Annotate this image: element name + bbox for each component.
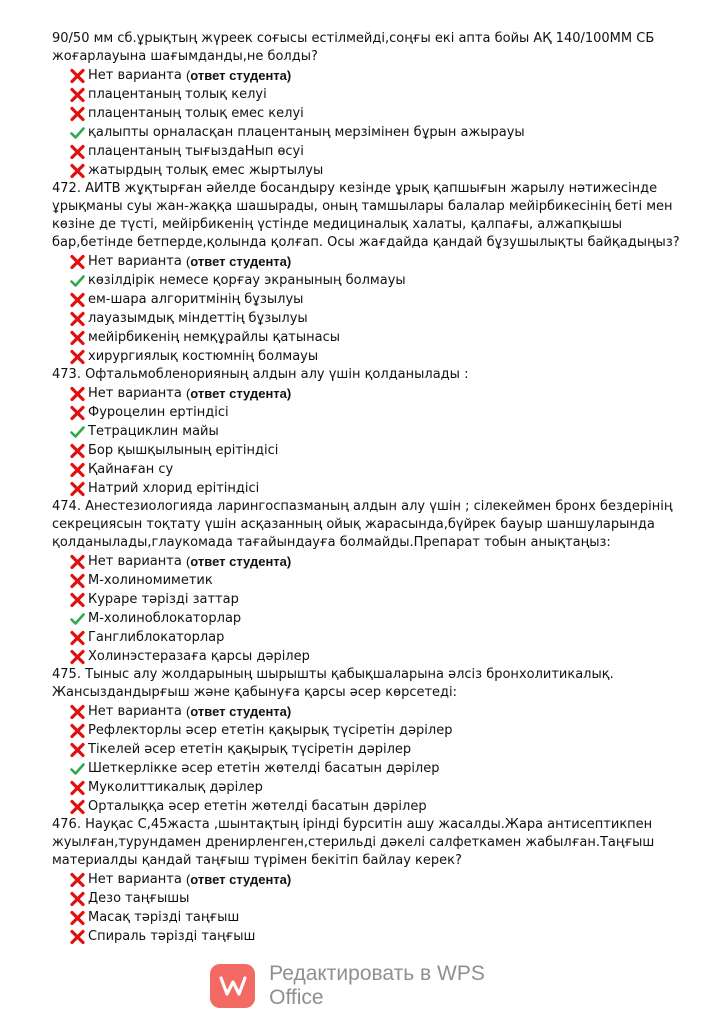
cross-icon xyxy=(69,254,86,270)
answer-label: жатырдың толық емес жыртылуы xyxy=(88,163,324,178)
answer-option xyxy=(69,721,692,740)
check-icon xyxy=(69,125,86,141)
answer-label: Ганглиблокаторлар xyxy=(88,630,225,645)
note-close-paren: ) xyxy=(286,704,292,719)
question-text: 476. Науқас С,45жаста ,шынтақтың ірінді бурситін ашу жасалды.Жара антисептикпен жуылған,турундамен дренирленген,стерильді дәкелі салфеткамен жабылған.Таңғыш материалды қандай таңғыш түрімен бекітіп байлау керек? xyxy=(52,817,655,868)
answer-label: Нет варианта xyxy=(88,68,186,83)
answer-label: Қайнаған су xyxy=(88,462,174,477)
answer-option xyxy=(69,252,692,271)
answer-option xyxy=(69,889,692,908)
answer-label: плацентаның толық емес келуі xyxy=(88,106,304,121)
check-icon xyxy=(69,424,86,440)
answer-label: Нет варианта xyxy=(88,554,186,569)
cross-icon xyxy=(69,311,86,327)
student-answer-note: ответ студента xyxy=(190,554,287,569)
answer-option xyxy=(69,778,692,797)
wps-logo-icon xyxy=(210,964,255,1008)
cross-icon xyxy=(69,349,86,365)
note-open-paren: ( xyxy=(185,386,191,401)
cross-icon xyxy=(69,723,86,739)
answer-label: Спираль тәрізді таңғыш xyxy=(88,929,256,944)
answer-option xyxy=(69,479,692,498)
cross-icon xyxy=(69,742,86,758)
question-text: 475. Тыныс алу жолдарының шырышты қабықшаларына әлсіз бронхолитикалық. Жансыздандырғыш және қабынуға қарсы әсер көрсетеді: xyxy=(52,667,614,700)
answer-label: қалыпты орналасқан плацентаның мерзімінен бұрын ажырауы xyxy=(88,125,525,140)
question-text: 90/50 мм сб.ұрықтың жүреек соғысы естілмейді,соңғы екі апта бойы АҚ 140/100ММ СБ жоғарлауына шағымданды,не болды? xyxy=(52,31,655,64)
answer-label: лауазымдық міндеттің бұзылуы xyxy=(88,311,308,326)
cross-icon xyxy=(69,592,86,608)
cross-icon xyxy=(69,106,86,122)
answer-option xyxy=(69,927,692,946)
check-icon xyxy=(69,273,86,289)
answer-option xyxy=(69,759,692,778)
answer-option xyxy=(69,571,692,590)
answer-option xyxy=(69,870,692,889)
answer-label: көзілдірік немесе қорғау экранының болмауы xyxy=(88,273,406,288)
cross-icon xyxy=(69,891,86,907)
student-answer-note: ответ студента xyxy=(190,254,287,269)
note-close-paren: ) xyxy=(286,554,292,569)
answer-option xyxy=(69,347,692,366)
answer-option xyxy=(69,66,692,85)
answer-label: М-холиноблокаторлар xyxy=(88,611,242,626)
answer-option xyxy=(69,590,692,609)
cross-icon xyxy=(69,163,86,179)
note-close-paren: ) xyxy=(286,872,292,887)
answer-label: ем-шара алгоритмінің бұзылуы xyxy=(88,292,304,307)
student-answer-note: ответ студента xyxy=(190,872,287,887)
answer-option xyxy=(69,104,692,123)
cross-icon xyxy=(69,554,86,570)
cross-icon xyxy=(69,292,86,308)
answer-option xyxy=(69,797,692,816)
edit-in-wps-label: Редактировать в WPS Office xyxy=(269,962,485,1009)
note-close-paren: ) xyxy=(286,386,292,401)
answer-label: мейірбикенің немқұрайлы қатынасы xyxy=(88,330,341,345)
answer-label: Шеткерлікке әсер ететін жөтелді басатын дәрілер xyxy=(88,761,440,776)
answer-label: Натрий хлорид ерітіндісі xyxy=(88,481,260,496)
student-answer-note: ответ студента xyxy=(190,68,287,83)
cross-icon xyxy=(69,630,86,646)
cross-icon xyxy=(69,872,86,888)
cross-icon xyxy=(69,910,86,926)
student-answer-note: ответ студента xyxy=(190,386,287,401)
check-icon xyxy=(69,761,86,777)
cross-icon xyxy=(69,929,86,945)
cross-icon xyxy=(69,573,86,589)
answer-label: Тікелей әсер ететін қақырық түсіретін дәрілер xyxy=(88,742,412,757)
note-open-paren: ( xyxy=(185,872,191,887)
answer-label: Нет варианта xyxy=(88,386,186,401)
answer-label: плацентаның тығыздаНып өсуі xyxy=(88,144,304,159)
answer-option xyxy=(69,628,692,647)
answer-label: Тетрациклин майы xyxy=(88,424,219,439)
answer-option xyxy=(69,647,692,666)
answer-option xyxy=(69,908,692,927)
answer-label: Холинэстеразаға қарсы дәрілер xyxy=(88,649,310,664)
cross-icon xyxy=(69,649,86,665)
answer-label: Масақ тәрізді таңғыш xyxy=(88,910,240,925)
answer-option xyxy=(69,85,692,104)
answer-option xyxy=(69,384,692,403)
check-icon xyxy=(69,611,86,627)
answer-label: Нет варианта xyxy=(88,872,186,887)
answer-option xyxy=(69,740,692,759)
note-open-paren: ( xyxy=(185,704,191,719)
answer-label: Рефлекторлы әсер ететін қақырық түсіретін дәрілер xyxy=(88,723,453,738)
answer-option xyxy=(69,290,692,309)
answer-option xyxy=(69,271,692,290)
answer-option xyxy=(69,702,692,721)
cross-icon xyxy=(69,405,86,421)
document-body xyxy=(52,30,692,946)
cross-icon xyxy=(69,481,86,497)
answer-label: хирургиялық костюмнің болмауы xyxy=(88,349,319,364)
question-text: 473. Офтальмобленорияның алдын алу үшін қолданылады : xyxy=(52,367,469,382)
answer-option xyxy=(69,328,692,347)
cross-icon xyxy=(69,386,86,402)
answer-option xyxy=(69,552,692,571)
note-open-paren: ( xyxy=(185,554,191,569)
answer-label: М-холиномиметик xyxy=(88,573,213,588)
answer-label: Кураре тәрізді заттар xyxy=(88,592,239,607)
edit-in-wps-button[interactable] xyxy=(210,964,540,1008)
cross-icon xyxy=(69,330,86,346)
student-answer-note: ответ студента xyxy=(190,704,287,719)
answer-option xyxy=(69,123,692,142)
cross-icon xyxy=(69,144,86,160)
note-open-paren: ( xyxy=(185,68,191,83)
cross-icon xyxy=(69,68,86,84)
answer-label: Бор қышқылының ерітіндісі xyxy=(88,443,279,458)
answer-label: Орталыққа әсер ететін жөтелді басатын дәрілер xyxy=(88,799,427,814)
note-close-paren: ) xyxy=(286,254,292,269)
cross-icon xyxy=(69,780,86,796)
answer-label: Муколиттикалық дәрілер xyxy=(88,780,263,795)
answer-option xyxy=(69,441,692,460)
answer-option xyxy=(69,161,692,180)
note-open-paren: ( xyxy=(185,254,191,269)
answer-option xyxy=(69,609,692,628)
note-close-paren: ) xyxy=(286,68,292,83)
answer-option xyxy=(69,422,692,441)
question-text: 474. Анестезиологияда ларингоспазманың алдын алу үшін ; сілекеймен бронх бездерінің секрециясын тоқтату үшін асқазанның ойық жарасында,бүйрек бауыр шаншуларында қолданылады,глаукомада тағайындауға болмайды.Препарат тобын анықтаңыз: xyxy=(52,499,673,550)
answer-option xyxy=(69,309,692,328)
answer-label: Нет варианта xyxy=(88,254,186,269)
answer-label: Дезо таңғышы xyxy=(88,891,190,906)
question-text: 472. АИТВ жұқтырған әйелде босандыру кезінде ұрық қапшығын жарылу нәтижесінде ұрықманы суы жан-жаққа шашырады, оның тамшылары балалар мейірбикесінің беті мен көзіне де түсті, мейірбикенің үстінде медициналық халаты, қалпағы, алжапқышы бар,бетінде бетперде,қолында қолғап. Осы жағдайда қандай бұзушылықты байқадыңыз? xyxy=(52,181,680,250)
answer-label: Фуроцелин ертіндісі xyxy=(88,405,229,420)
answer-label: плацентаның толық келуі xyxy=(88,87,267,102)
answer-option xyxy=(69,403,692,422)
cross-icon xyxy=(69,87,86,103)
answer-option xyxy=(69,142,692,161)
answer-label: Нет варианта xyxy=(88,704,186,719)
cross-icon xyxy=(69,704,86,720)
cross-icon xyxy=(69,799,86,815)
answer-option xyxy=(69,460,692,479)
cross-icon xyxy=(69,443,86,459)
cross-icon xyxy=(69,462,86,478)
